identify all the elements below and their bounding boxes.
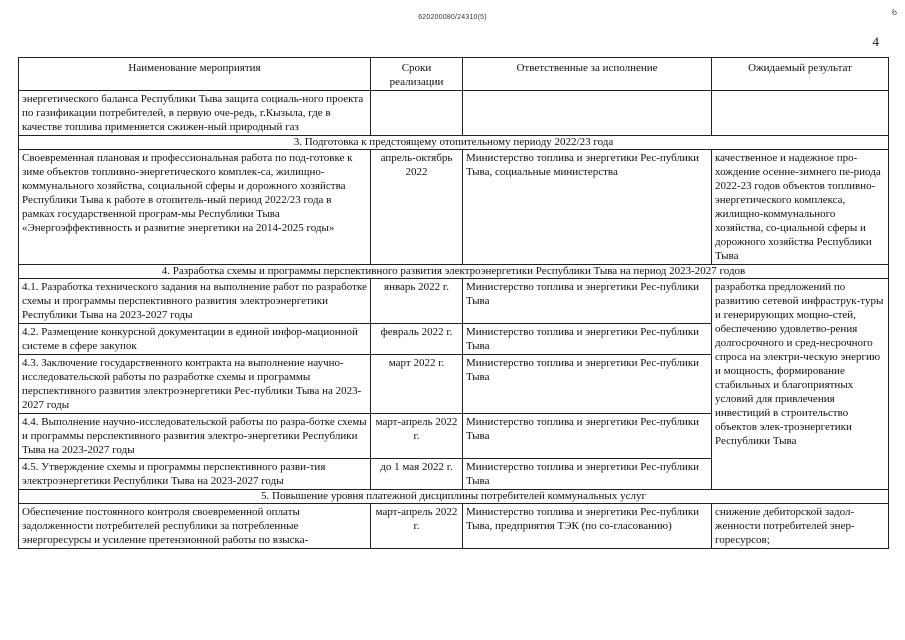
term-cell: март-апрель 2022 г. xyxy=(371,504,463,549)
section-row xyxy=(19,265,889,279)
term-cell: февраль 2022 г. xyxy=(371,324,463,355)
corner-mark: б xyxy=(890,7,900,18)
activity-cell: 4.1. Разработка технического задания на выполнение работ по разработке схемы и программы перспективного развития электроэнергетики Республики Тыва на 2023-2027 годы xyxy=(19,279,371,324)
header-responsible: Ответственные за исполнение xyxy=(463,58,712,91)
activity-cell: энергетического баланса Республики Тыва защита социаль-ного проекта по газификации потребителей, в первую оче-редь, г.Кызыла, где в качестве топлива применяется сжижен-ный природный газ xyxy=(19,91,371,136)
section-5-title: 5. Повышение уровня платежной дисциплины потребителей коммунальных услуг xyxy=(19,490,889,504)
term-cell: апрель-октябрь 2022 xyxy=(371,150,463,265)
term-cell: март-апрель 2022 г. xyxy=(371,414,463,459)
responsible-cell xyxy=(463,91,712,136)
responsible-cell: Министерство топлива и энергетики Рес-публики Тыва, социальные министерства xyxy=(463,150,712,265)
table-row xyxy=(19,91,889,136)
responsible-cell: Министерство топлива и энергетики Рес-публики Тыва xyxy=(463,355,712,414)
responsible-cell: Министерство топлива и энергетики Рес-публики Тыва xyxy=(463,459,712,490)
section-4-title: 4. Разработка схемы и программы перспективного развития электроэнергетики Республики Тыва на период 2023-2027 годов xyxy=(19,265,889,279)
table-row xyxy=(19,504,889,549)
document-id: 620200080/24310(5) xyxy=(418,14,487,21)
term-cell: март 2022 г. xyxy=(371,355,463,414)
term-cell: до 1 мая 2022 г. xyxy=(371,459,463,490)
responsible-cell: Министерство топлива и энергетики Рес-публики Тыва xyxy=(463,414,712,459)
responsible-cell: Министерство топлива и энергетики Рес-публики Тыва xyxy=(463,324,712,355)
result-cell: снижение дебиторской задол-женности потребителей энер-горесурсов; xyxy=(712,504,889,549)
table-row xyxy=(19,150,889,265)
activity-cell: 4.5. Утверждение схемы и программы перспективного разви-тия электроэнергетики Республики Тыва на 2023-2027 годы xyxy=(19,459,371,490)
header-result: Ожидаемый результат xyxy=(712,58,889,91)
section-row xyxy=(19,136,889,150)
activity-cell: 4.2. Размещение конкурсной документации в единой инфор-мационной системе в сфере закупок xyxy=(19,324,371,355)
result-cell: качественное и надежное про-хождение осенне-зимнего пе-риода 2022-23 годов объектов топливно-энергетического комплекса, жилищно-коммунального хозяйства, со-циальной сферы и дорожного хозяйства Республики Тыва xyxy=(712,150,889,265)
responsible-cell: Министерство топлива и энергетики Рес-публики Тыва xyxy=(463,279,712,324)
term-cell xyxy=(371,91,463,136)
result-cell: разработка предложений по развитию сетевой инфраструк-туры и генерирующих мощно-стей, обеспечению удовлетво-рения долгосрочного и сред-несрочного спроса на электри-ческую энергию и мощность, формирование стабильных и благоприятных условий для привлечения инвестиций в строительство объектов элек-троэнергетики Республики Тыва xyxy=(712,279,889,490)
activity-cell: Обеспечение постоянного контроля своевременной оплаты задолженности потребителей республики за потребленные энергоресурсы и усиление претензионной работы по взыска- xyxy=(19,504,371,549)
page-number: 4 xyxy=(872,34,879,49)
header-activity: Наименование мероприятия xyxy=(19,58,371,91)
section-row xyxy=(19,490,889,504)
table-row xyxy=(19,279,889,324)
section-3-title: 3. Подготовка к предстоящему отопительному периоду 2022/23 года xyxy=(19,136,889,150)
term-cell: январь 2022 г. xyxy=(371,279,463,324)
activity-cell: 4.4. Выполнение научно-исследовательской работы по разра-ботке схемы и программы перспективного развития электро-энергетики Республики Тыва на 2023-2027 годы xyxy=(19,414,371,459)
result-cell xyxy=(712,91,889,136)
header-term: Сроки реализации xyxy=(371,58,463,91)
activity-cell: 4.3. Заключение государственного контракта на выполнение научно-исследовательской работы по разработке схемы и программы перспективного развития электроэнергетики Рес-публики Тыва на 2023-2027 годы xyxy=(19,355,371,414)
table-header-row xyxy=(19,58,889,91)
activity-cell: Своевременная плановая и профессиональная работа по под-готовке к зиме объектов топливно-энергетического комплек-са, жилищно-коммунального хозяйства, социальной сферы и дорожного хозяйства Республики Тыва к работе в отопитель-ный период 2022/23 года в рамках государственной програм-мы Республики Тыва «Энергоэффективность и развитие энергетики на 2014-2025 годы» xyxy=(19,150,371,265)
responsible-cell: Министерство топлива и энергетики Рес-публики Тыва, предприятия ТЭК (по со-гласованию) xyxy=(463,504,712,549)
activities-table xyxy=(18,57,889,549)
